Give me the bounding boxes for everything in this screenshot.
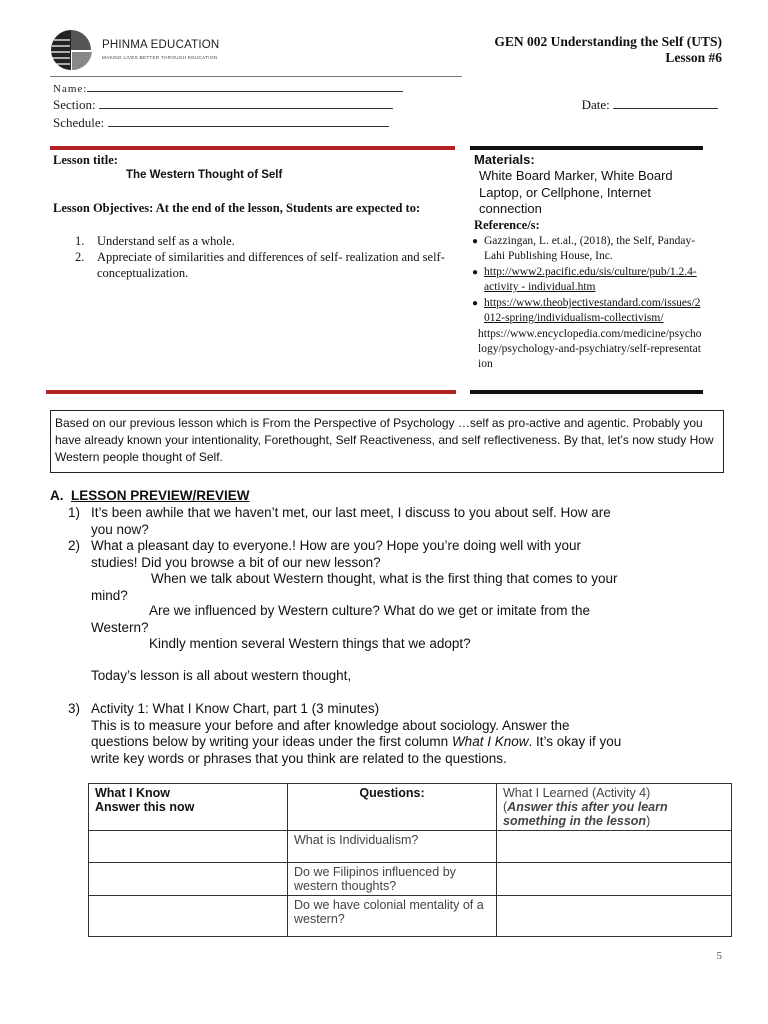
reference-item: ● Gazzingan, L. et.al., (2018), the Self, Panday-Lahi Publishing House, Inc. — [472, 235, 696, 262]
references-label: Reference/s: — [474, 218, 540, 232]
question-cell: What is Individualism? — [288, 831, 497, 863]
question-3: Kindly mention several Western things that we adopt? — [149, 636, 471, 651]
reference-link[interactable] — [472, 296, 704, 326]
reference-link[interactable] — [472, 265, 704, 295]
bullet-icon: ● — [472, 267, 479, 278]
col-questions: Questions: — [288, 784, 497, 831]
answer-cell-know[interactable] — [89, 896, 288, 937]
table-row — [89, 896, 732, 937]
materials-top-bar — [470, 146, 703, 150]
name-label: Name: — [53, 83, 88, 95]
section-a-heading — [50, 488, 250, 503]
lesson-statement: Today’s lesson is all about western thought, — [91, 668, 352, 683]
lesson-title: The Western Thought of Self — [126, 169, 283, 181]
reference-link-text[interactable]: http://www2.pacific.edu/sis/culture/pub/1.2.4- activity - individual.htm — [484, 266, 697, 293]
table-header-row — [89, 784, 732, 831]
lesson-number: Lesson #6 — [665, 50, 722, 65]
date-label: Date: — [581, 97, 610, 112]
activity-title: Activity 1: What I Know Chart, part 1 (3 minutes) — [91, 701, 380, 716]
schedule-field[interactable] — [53, 115, 389, 131]
bullet-icon: ● — [472, 298, 479, 309]
question-cell: Do we have colonial mentality of a western? — [288, 896, 497, 937]
answer-cell-learned[interactable] — [497, 896, 732, 937]
answer-cell-know[interactable] — [89, 831, 288, 863]
section-field[interactable] — [53, 97, 393, 113]
course-header — [494, 34, 722, 66]
objective-item: 2. Appreciate of similarities and differences of self- realization and self-conceptualization. — [75, 250, 445, 280]
reference-link-text[interactable]: https://www.theobjectivestandard.com/issues/2012-spring/individualism-collectivism/ — [484, 297, 701, 324]
col-what-i-know: What I Know Answer this now — [89, 784, 288, 831]
phinma-emblem-icon — [48, 28, 94, 70]
table-row — [89, 831, 732, 863]
date-field[interactable] — [582, 97, 718, 113]
name-field[interactable] — [53, 81, 403, 95]
objectives-label: Lesson Objectives: At the end of the lesson, Students are expected to: — [53, 201, 421, 215]
org-tagline: MAKING LIVES BETTER THROUGH EDUCATION — [102, 55, 218, 60]
question-1: When we talk about Western thought, what is the first thing that comes to your mind? — [91, 571, 618, 603]
question-2: Are we influenced by Western culture? What do we get or imitate from the Western? — [91, 603, 590, 635]
schedule-line[interactable] — [108, 116, 389, 127]
course-title: GEN 002 Understanding the Self (UTS) — [494, 34, 722, 49]
lesson-bottom-bar — [46, 390, 456, 394]
what-i-know-chart — [88, 783, 732, 937]
objective-item: 1. Understand self as a whole. — [75, 234, 235, 248]
references-list — [472, 234, 704, 372]
org-name: PHINMA EDUCATION — [102, 39, 220, 51]
date-line[interactable] — [613, 98, 718, 109]
name-line[interactable] — [87, 81, 403, 92]
phinma-logo — [48, 26, 238, 72]
lesson-top-bar — [50, 146, 455, 150]
objectives-list — [75, 233, 445, 281]
header-divider — [50, 76, 462, 77]
reference-item: https://www.encyclopedia.com/medicine/psychology/psychology-and-psychiatry/self-representation — [478, 328, 702, 370]
page-number: 5 — [716, 950, 722, 962]
materials-label: Materials: — [474, 152, 535, 167]
section-line[interactable] — [99, 98, 393, 109]
answer-cell-learned[interactable] — [497, 831, 732, 863]
section-label: Section: — [53, 97, 96, 112]
materials-bottom-bar — [470, 390, 703, 394]
materials-text: White Board Marker, White Board Laptop, or Cellphone, Internet connection — [479, 168, 673, 216]
schedule-label: Schedule: — [53, 115, 105, 130]
section-letter: A. — [50, 488, 64, 503]
bullet-icon: ● — [472, 236, 479, 247]
table-row — [89, 863, 732, 896]
intro-box: Based on our previous lesson which is From the Perspective of Psychology …self as pro-active and agentic. Probably you have already known your intentionality, Forethought, Self Reactiveness, and self reflectiveness. By that, let’s now study How Western people thought of Self. — [50, 410, 724, 473]
answer-cell-learned[interactable] — [497, 863, 732, 896]
lesson-title-label: Lesson title: — [53, 153, 118, 167]
answer-cell-know[interactable] — [89, 863, 288, 896]
section-title: LESSON PREVIEW/REVIEW — [71, 488, 250, 503]
question-cell: Do we Filipinos influenced by western thoughts? — [288, 863, 497, 896]
col-what-i-learned: What I Learned (Activity 4) (Answer this after you learn something in the lesson) — [497, 784, 732, 831]
